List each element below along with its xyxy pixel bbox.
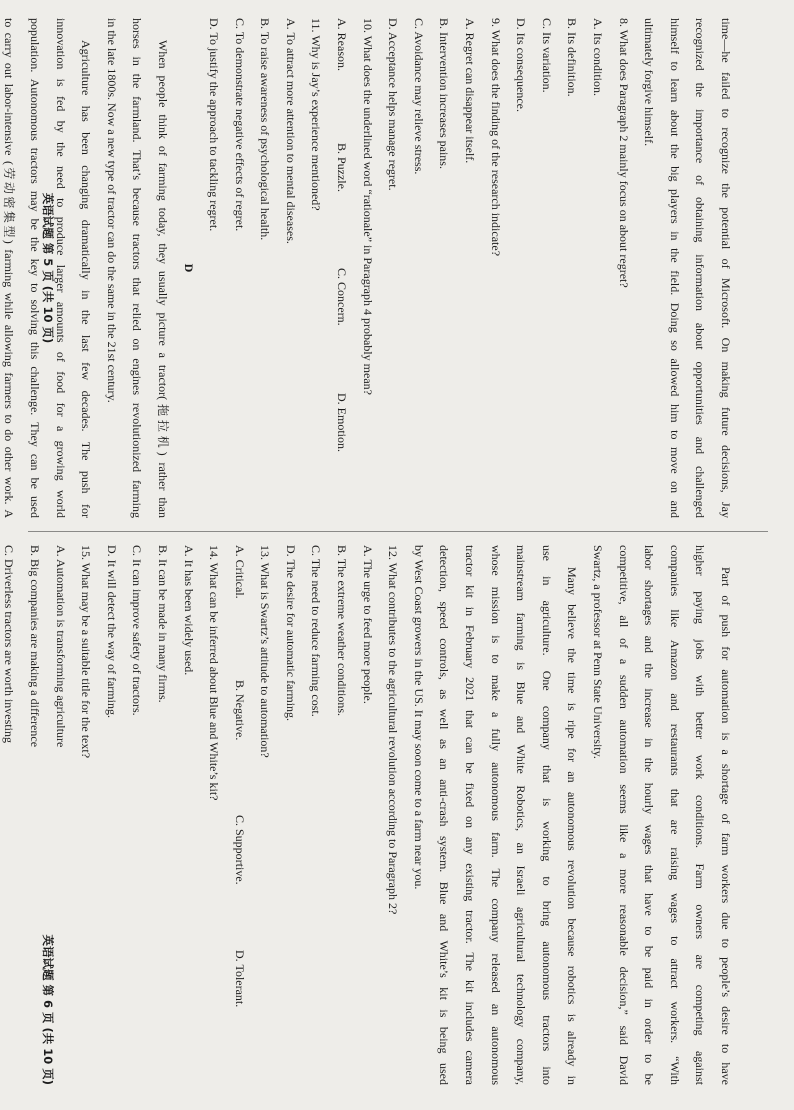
answer-option: C. To demonstrate negative effects of regret. [232, 18, 247, 232]
answer-option: A. Critical. [232, 545, 247, 599]
question-13-options [226, 545, 252, 1085]
passage-line: Swartz, a professor at Penn State University. [591, 545, 606, 759]
passage-line: in the late 1800s. Now a new type of tractor can do the same in the 21st century. [104, 18, 119, 403]
answer-option: D. It will detect the way of farming. [104, 545, 119, 718]
answer-option: D. Acceptance helps manage regret. [386, 18, 401, 191]
passage-line: labor shortages and the increase in the hourly wages that have to be paid in order to be [642, 545, 657, 1085]
answer-option: A. Reason. [335, 18, 350, 71]
passage-line: innovation is fed by the need to produce larger amounts of food for a growing world [53, 18, 68, 518]
answer-option: D. Emotion. [335, 393, 350, 452]
answer-option: C. Its variation. [539, 18, 554, 93]
passage-line: mainstream farming is Blue and White Robotics, an Israeli agricultural technology company, [514, 545, 529, 1085]
exam-page-5 [2, 18, 738, 518]
answer-option: A. The urge to feed more people. [360, 545, 375, 704]
answer-option: D. The desire for automatic farming. [283, 545, 298, 722]
answer-option: B. Big companies are making a difference [27, 545, 42, 748]
page-divider [28, 531, 768, 532]
passage-line: whose mission is to make a fully autonomous farm. The company released an autonomous [488, 545, 503, 1085]
answer-option: A. Regret can disappear itself. [463, 18, 478, 164]
answer-option: A. Its condition. [591, 18, 606, 96]
question-10-options [329, 18, 355, 518]
exam-page-6 [2, 545, 738, 1085]
answer-option: C. Concern. [335, 268, 350, 326]
passage-line: ultimately forgive himself. [642, 18, 657, 147]
answer-option: C. Driverless tractors are worth investing [2, 545, 17, 743]
passage-line: by West Coast growers in the US. It may soon come to a farm near you. [411, 545, 426, 890]
passage-line: Many believe the time is ripe for an autonomous revolution because robotics is already in [565, 567, 580, 1085]
answer-option: B. Puzzle. [335, 143, 350, 192]
answer-option: C. It can improve safety of tractors. [130, 545, 145, 716]
answer-option: B. To raise awareness of psychological health. [258, 18, 273, 241]
answer-option: B. Intervention increases pains. [437, 18, 452, 169]
passage-line: himself to learn about the big players in the field. Doing so allowed him to move on and [667, 18, 682, 518]
question-text: 14. What can be inferred about Blue and White’s kit? [207, 545, 222, 801]
passage-line: tractor kit in February 2021 that can be fixed on any existing tractor. The kit includes camera [463, 545, 478, 1085]
answer-option: D. Tolerant. [232, 950, 247, 1008]
answer-option: A. Automation is transforming agriculture [53, 545, 68, 748]
question-text: 13. What is Swartz’s attitude to automation? [258, 545, 273, 758]
question-text: 15. What may be a suitable title for the text? [79, 545, 94, 759]
passage-line: competitive, all of a sudden automation seems like a more reasonable decision,” said David [616, 545, 631, 1085]
answer-option: B. Negative. [232, 680, 247, 741]
question-text: 9. What does the finding of the research indicate? [488, 18, 503, 257]
passage-line: time—he failed to recognize the potential of Microsoft. On making future decisions, Jay [719, 18, 733, 518]
answer-option: C. Supportive. [232, 815, 247, 885]
passage-line: detection, speed controls, as well as an anti-crash system. Blue and White’s kit is being used [437, 545, 452, 1085]
page-5-footer: 英语试题 第 5 页 (共 10 页) [40, 192, 55, 344]
passage-line: use in agriculture. One company that is working to bring autonomous tractors into [539, 545, 554, 1085]
page-6-footer: 英语试题 第 6 页 (共 10 页) [40, 934, 55, 1085]
question-text: 8. What does Paragraph 2 mainly focus on about regret? [616, 18, 631, 288]
passage-line: recognized the importance of obtaining information about opportunities and challenged [693, 18, 708, 518]
passage-line: Agriculture has been changing dramatically in the last few decades. The push for [79, 40, 94, 518]
passage-line: to carry out labor-intensive (劳动密集型) farming while allowing farmers to do other work. A [2, 18, 17, 518]
answer-option: A. To attract more attention to mental diseases. [283, 18, 298, 244]
question-text: 10. What does the underlined word “rationale” in Paragraph 4 probably mean? [360, 18, 375, 395]
page-5-text-block [354, 18, 738, 518]
answer-option: B. The extreme weather conditions. [335, 545, 350, 717]
answer-option: D. Its consequence. [514, 18, 529, 112]
passage-line: higher paying jobs with better work conditions. Farm owners are competing against [693, 545, 708, 1085]
question-text: 11. Why is Jay’s experience mentioned? [309, 18, 324, 211]
answer-option: B. Its definition. [565, 18, 580, 97]
answer-option: C. Avoidance may relieve stress. [411, 18, 426, 175]
passage-line: Part of push for automation is a shortage of farm workers due to people’s desire to have [719, 567, 733, 1085]
answer-option: D. To justify the approach to tackling regret. [207, 18, 222, 232]
page-6-text-block [252, 545, 738, 1085]
passage-line: horses in the farmland. That’s because tractors that relied on engines revolutionized farming [130, 18, 145, 518]
section-heading: D [181, 263, 196, 273]
passage-line: companies like Amazon and restaurants that are raising wages to attract workers. “With [667, 545, 682, 1085]
passage-line: population. Autonomous tractors may be the key to solving this challenge. They can be used [27, 18, 42, 518]
passage-line: When people think of farming today, they usually picture a tractor(拖拉机) rather than [155, 40, 170, 518]
question-text: 12. What contributes to the agricultural revolution according to Paragraph 2? [386, 545, 401, 915]
answer-option: A. It has been widely used. [181, 545, 196, 676]
answer-option: C. The need to reduce farming cost. [309, 545, 324, 717]
answer-option: B. It can be made in many firms. [155, 545, 170, 703]
